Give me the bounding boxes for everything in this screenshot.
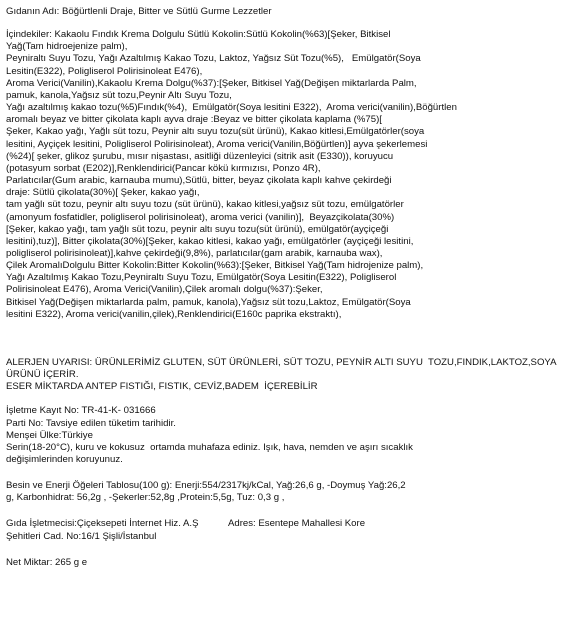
spacer — [6, 466, 578, 480]
registration-line: İşletme Kayıt No: TR-41-K- 031666 — [6, 405, 156, 417]
ingredients-line: lesitini E322), Aroma verici(vanilin,çilek),Renklendirici(E160c paprika ekstraktı), — [6, 308, 342, 320]
ingredients-line: Aroma Verici(Vanilin),Kakaolu Krema Dolgu(%37):[Şeker, Bitkisel Yağ(Değişen miktarlarda Palm, — [6, 77, 417, 89]
registration-line: Serin(18-20°C), kuru ve kokusuz ortamda muhafaza ediniz. Işık, hava, nemden ve aşırı sıcaklık — [6, 441, 413, 453]
registration-line: Menşei Ülke:Türkiye — [6, 429, 93, 441]
ingredients-line: aromalı beyaz ve bitter çikolata kaplı ayva draje :Beyaz ve bitter çikolata kaplama (%75)[ — [6, 114, 382, 126]
ingredients-line: Bitkisel Yağ(Değişen miktarlarda palm, pamuk, kanola),Yağsız süt tozu,Laktoz, Emülgatör(Soya — [6, 296, 411, 308]
ingredients-line: İçindekiler: Kakaolu Fındık Krema Dolgulu Sütlü Kokolin:Sütlü Kokolin(%63)[Şeker, Bitkisel — [6, 29, 391, 41]
ingredients-line: Yağı azaltılmış kakao tozu(%5)Fındık(%4), Emülgatör(Soya lesitini E322), Aroma verici(vanilin),Böğürtlen — [6, 102, 457, 114]
allergen-line: ESER MİKTARDA ANTEP FISTIĞI, FISTIK, CEVİZ,BADEM İÇEREBİLİR — [6, 381, 318, 393]
ingredients-section — [6, 29, 578, 321]
registration-line: değişimlerinden koruyunuz. — [6, 454, 123, 465]
spacer — [6, 321, 578, 357]
ingredients-line: lesitini),tuz)], Bitter çikolata(30%)[Şeker, kakao kitlesi, kakao yağı, emülgatörler (ayçiçeği lesitini, — [6, 235, 414, 247]
operator-name: Gıda İşletmecisi:Çiçeksepeti İnternet Hiz. A.Ş — [6, 518, 199, 530]
spacer — [6, 393, 578, 405]
nutrition-section — [6, 480, 578, 504]
operator-section — [6, 518, 578, 542]
ingredients-line: lesitini, Ayçiçek lesitini, Poligliserol Polirisinoleat), Aroma verici(Vanilin,Böğürtlen)] ayva şekerlemesi — [6, 138, 428, 150]
nutrition-line: g, Karbonhidrat: 56,2g , -Şekerler:52,8g ,Protein:5,5g, Tuz: 0,3 g , — [6, 492, 285, 504]
registration-section — [6, 405, 578, 466]
ingredients-line: (potasyum sorbat (E202)],Renklendirici(Pancar kökü kırmızısı, Ponzo 4R), — [6, 162, 321, 174]
ingredients-line: draje: Sütlü çikolata(30%)[ Şeker, kakao yağı, — [6, 187, 200, 199]
product-label-document — [6, 6, 578, 569]
net-weight: Net Miktar: 265 g e — [6, 556, 88, 568]
ingredients-line: pamuk, kanola,Yağsız süt tozu,Peynir Altı Suyu Tozu, — [6, 89, 232, 101]
ingredients-line: [Şeker, kakao yağı, tam yağlı süt tozu, peynir altı suyu tozu(süt ürünü), emülgatör(ayçiçeği — [6, 223, 389, 235]
operator-address-cont: Şehitleri Cad. No:16/1 Şişli/İstanbul — [6, 530, 157, 542]
allergen-warning — [6, 357, 578, 393]
product-title: Gıdanın Adı: Böğürtlenli Draje, Bitter ve Sütlü Gurme Lezzetler — [6, 6, 272, 17]
ingredients-line: (%24)[ şeker, glikoz şurubu, mısır nişastası, asitliği düzenleyici (sitrik asit (E330)), koruyucu — [6, 150, 394, 162]
operator-address: Adres: Esentepe Mahallesi Kore — [228, 518, 366, 530]
ingredients-line: poligliserol polirisinoleat)],kahve çekirdeği(9,8%), parlatıcılar(gam arabik, karnauba wax), — [6, 247, 383, 259]
ingredients-line: Parlatıcılar(Gum arabic, karnauba mumu),Sütlü, bitter, beyaz çikolata kaplı kahve çekirdeği — [6, 175, 392, 187]
ingredients-line: Lesitin(E322), Poligliserol Polirisinoleat E476), — [6, 65, 203, 77]
allergen-line: ÜRÜNÜ İÇERİR. — [6, 369, 79, 381]
spacer — [6, 543, 578, 557]
ingredients-line: tam yağlı süt tozu, peynir altı suyu tozu (süt ürünü), kakao kitlesi,yağsız süt tozu, emülgatörler — [6, 199, 404, 211]
registration-line: Parti No: Tavsiye edilen tüketim tarihidir. — [6, 417, 176, 429]
ingredients-line: Yağ(Tam hidroejenize palm), — [6, 41, 128, 53]
allergen-line: ALERJEN UYARISI: ÜRÜNLERİMİZ GLUTEN, SÜT ÜRÜNLERİ, SÜT TOZU, PEYNİR ALTI SUYU TOZU,FINDIK,LAKTOZ,SOYA — [6, 356, 557, 368]
operator-row — [6, 518, 578, 530]
ingredients-line: Peyniraltı Suyu Tozu, Yağı Azaltılmış Kakao Tozu, Laktoz, Yağsız Süt Tozu(%5), Emülgatör(Soya — [6, 53, 421, 65]
ingredients-line: Çilek AromalıDolgulu Bitter Kokolin:Bitter Kokolin(%63):[Şeker, Bitkisel Yağ(Tam hidrojenize palm), — [6, 260, 424, 272]
ingredients-line: Polirisinoleat E476), Aroma Verici(Vanilin),Çilek aromalı dolgu(%37):Şeker, — [6, 284, 323, 296]
nutrition-line: Besin ve Enerji Öğeleri Tablosu(100 g): Enerji:554/2317kj/kCal, Yağ:26,6 g, -Doymuş Yağ:26,2 — [6, 480, 406, 492]
spacer — [6, 504, 578, 518]
ingredients-line: Yağı Azaltılmış Kakao Tozu,Peyniraltı Suyu Tozu, Emülgatör(Soya Lesitin(E322), Poligliserol — [6, 272, 397, 284]
ingredients-line: Şeker, Kakao yağı, Yağlı süt tozu, Peynir altı suyu tozu(süt ürünü), Kakao kitlesi,Emülgatörler(soya — [6, 126, 425, 138]
ingredients-line: (amonyum fosfatidler, poligliserol polirisinoleat), aroma verici (vanilin)], Beyazçikolata(30%) — [6, 211, 395, 223]
